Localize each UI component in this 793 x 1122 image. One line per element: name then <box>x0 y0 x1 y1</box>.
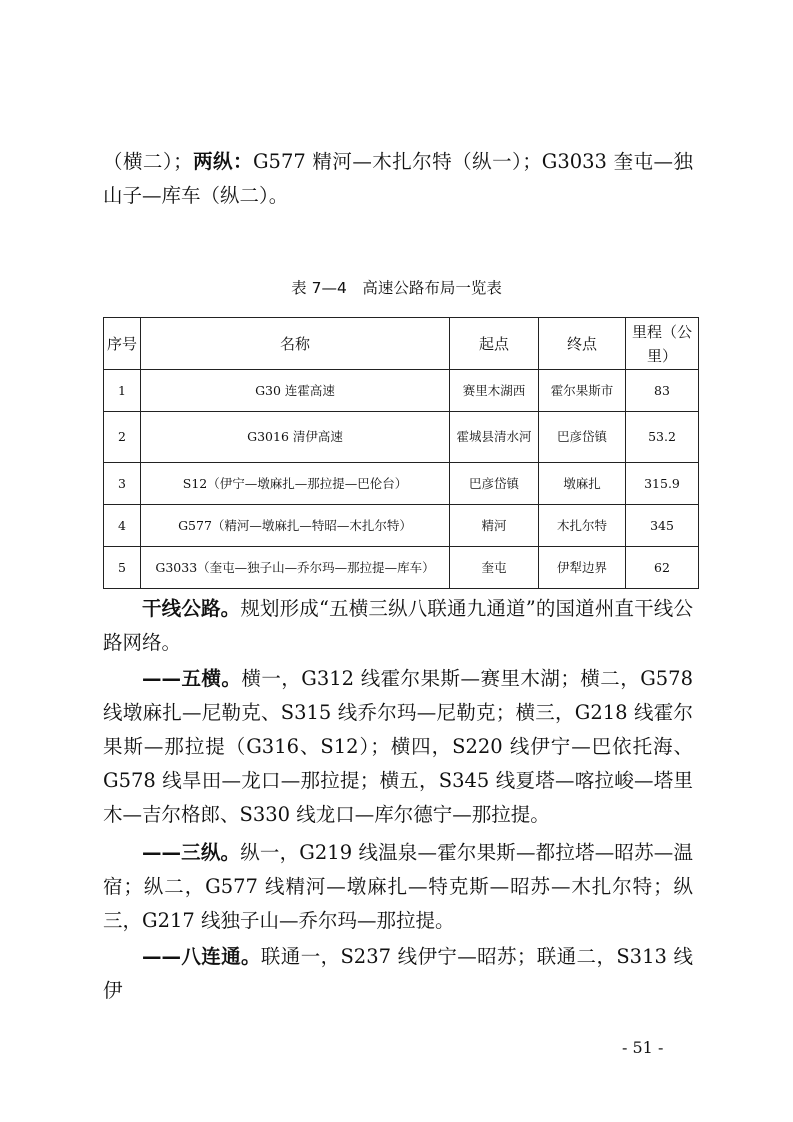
cell-end: 墩麻扎 <box>539 463 626 505</box>
cell-start: 赛里木湖西 <box>450 370 539 412</box>
five-horizontal-paragraph <box>103 662 693 832</box>
cell-length: 53.2 <box>626 412 699 463</box>
cell-end: 霍尔果斯市 <box>539 370 626 412</box>
cell-seq: 5 <box>104 547 141 589</box>
table-row <box>104 505 699 547</box>
eight-connection-text: 联通一，S237 线伊宁—昭苏；联通二，S313 线伊 <box>103 945 693 1002</box>
table-row <box>104 412 699 463</box>
table-caption: 表 7—4 高速公路布局一览表 <box>291 279 502 297</box>
three-vertical-paragraph <box>103 836 693 938</box>
header-seq: 序号 <box>104 318 141 370</box>
trunk-title: 干线公路。 <box>142 597 241 620</box>
header-name: 名称 <box>141 318 450 370</box>
cell-seq: 3 <box>104 463 141 505</box>
cell-length: 83 <box>626 370 699 412</box>
cell-seq: 4 <box>104 505 141 547</box>
eight-connection-title: ——八连通。 <box>142 945 261 968</box>
cell-length: 62 <box>626 547 699 589</box>
eight-connection-paragraph <box>103 940 693 1008</box>
cell-length: 345 <box>626 505 699 547</box>
cell-name: G577（精河—墩麻扎—特昭—木扎尔特） <box>141 505 450 547</box>
five-horizontal-title: ——五横。 <box>142 667 242 690</box>
trunk-text: 规划形成“五横三纵八联通九通道”的国道州直干线公路网络。 <box>103 597 693 654</box>
cell-seq: 2 <box>104 412 141 463</box>
cell-start: 精河 <box>450 505 539 547</box>
cell-name: G3016 清伊高速 <box>141 412 450 463</box>
five-horizontal-text: 横一，G312 线霍尔果斯—赛里木湖；横二，G578 线墩麻扎—尼勒克、S315 线乔尔玛—尼勒克；横三，G218 线霍尔果斯—那拉提（G316、S12）；横四，S220 线伊宁—巴依托海、G578 线旱田—龙口—那拉提；横五，S345 线夏塔—喀拉峻—塔里木—吉尔格郎、S330 线龙口—库尔德宁—那拉提。 <box>103 667 693 826</box>
intro-bold-label: 两纵： <box>192 150 253 173</box>
intro-text-c: G577 精河—木扎尔特（纵一）；G3033 奎屯—独山子—库车（纵二）。 <box>103 150 693 207</box>
page-number: - 51 - <box>622 1038 664 1057</box>
cell-name: S12（伊宁—墩麻扎—那拉提—巴伦台） <box>141 463 450 505</box>
cell-start: 奎屯 <box>450 547 539 589</box>
table-header-row <box>104 318 699 370</box>
intro-text-a: （横二）； <box>103 150 193 173</box>
cell-start: 巴彦岱镇 <box>450 463 539 505</box>
cell-end: 巴彦岱镇 <box>539 412 626 463</box>
table-row <box>104 463 699 505</box>
cell-name: G30 连霍高速 <box>141 370 450 412</box>
table-row <box>104 547 699 589</box>
header-length: 里程（公里） <box>626 318 699 370</box>
cell-end: 伊犁边界 <box>539 547 626 589</box>
cell-end: 木扎尔特 <box>539 505 626 547</box>
three-vertical-text: 纵一，G219 线温泉—霍尔果斯—都拉塔—昭苏—温宿；纵二，G577 线精河—墩麻扎—特克斯—昭苏—木扎尔特；纵三，G217 线独子山—乔尔玛—那拉提。 <box>103 841 693 932</box>
cell-seq: 1 <box>104 370 141 412</box>
cell-length: 315.9 <box>626 463 699 505</box>
intro-paragraph <box>103 145 693 213</box>
header-start: 起点 <box>450 318 539 370</box>
header-end: 终点 <box>539 318 626 370</box>
cell-start: 霍城县清水河 <box>450 412 539 463</box>
trunk-paragraph <box>103 592 693 660</box>
three-vertical-title: ——三纵。 <box>142 841 241 864</box>
highway-table <box>103 317 699 589</box>
table-row <box>104 370 699 412</box>
cell-name: G3033（奎屯—独子山—乔尔玛—那拉提—库车） <box>141 547 450 589</box>
